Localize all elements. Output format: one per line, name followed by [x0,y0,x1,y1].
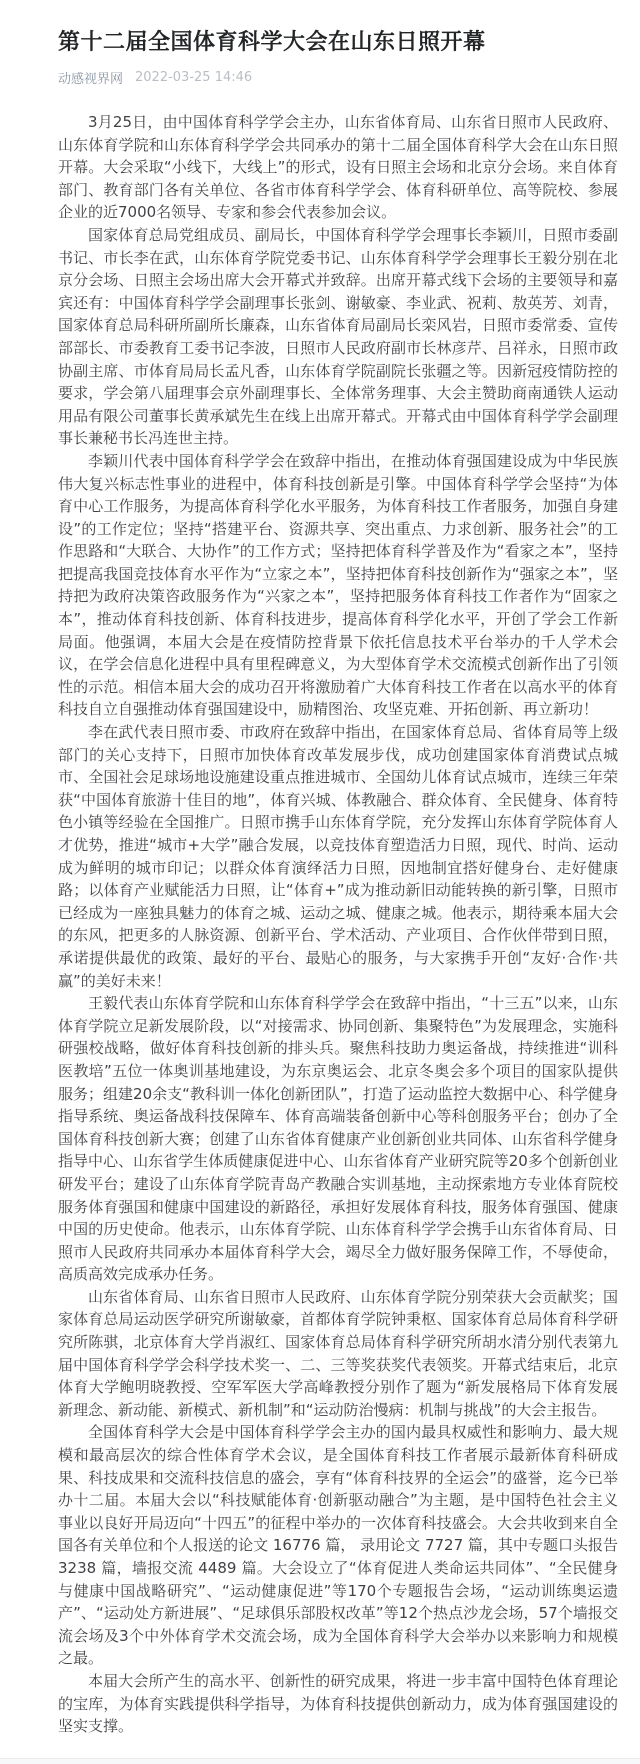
page-title: 第十二届全国体育科学大会在山东日照开幕 [58,30,486,55]
paragraph-awards: 山东省体育局、山东省日照市人民政府、山东体育学院分别荣获大会贡献奖；国家体育总局运动医学研究所谢敏豪，首都体育学院钟秉枢、国家体育总局体育科学研究所陈骐，北京体育大学肖淑红、国家体育总局体育科学研究所胡水清分别代表第九届中国体育科学学会科学技术奖一、二、三等奖获奖代表领奖。开幕式结束后，北京体育大学鲍明晓教授、空军军医大学高峰教授分别作了题为“新发展格局下体育发展新理念、新动能、新模式、新机制”和“运动防治慢病：机制与挑战”的大会主报告。 [58,1287,618,1419]
article-meta [58,68,618,87]
article-source-link[interactable]: 动感视界网 [58,72,124,87]
paragraph-wangyi-speech: 王毅代表山东体育学院和山东体育科学学会在致辞中指出，“十三五”以来，山东体育学院立足新发展阶段，以“对接需求、协同创新、集聚特色”为发展理念，实施科研强校战略，做好体育科技创新的排头兵。聚焦科技助力奥运备战，持续推进“训科医教培”五位一体奥训基地建设，为东京奥运会、北京冬奥会多个项目的国家队提供服务；组建20余支“教科训一体化创新团队”，打造了运动监控大数据中心、科学健身指导系统、奥运备战科技保障车、体育高端装备创新中心等科创服务平台；创办了全国体育科技创新大赛；创建了山东省体育健康产业创新创业共同体、山东省科学健身指导中心、山东省学生体质健康促进中心、山东省体育产业研究院等20多个创新创业研发平台；建设了山东体育学院青岛产教融合实训基地，主动探索地方专业体育院校服务体育强国和健康中国建设的新路径，承担好发展体育科技，服务体育强国、健康中国的历史使命。他表示，山东体育学院、山东体育科学学会携手山东省体育局、日照市人民政府共同承办本届体育科学大会，竭尽全力做好服务保障工作，不辱使命，高质高效完成承办任务。 [58,994,618,1284]
publish-timestamp: 2022-03-25 14:46 [135,70,253,85]
paragraph-intro: 3月25日，由中国体育科学学会主办，山东省体育局、山东省日照市人民政府、山东体育学院和山东体育科学学会共同承办的第十二届全国体育科学大会在山东日照开幕。大会采取“小线下，大线上”的形式，设有日照主会场和北京分会场。来自体育部门、教育部门各有关单位、各省市体育科学学会、体育科研单位、高等院校、参展企业的近7000名领导、专家和参会代表参加会议。 [58,113,618,222]
paragraph-conference-overview: 全国体育科学大会是中国体育科学学会主办的国内最具权威性和影响力、最大规模和最高层次的综合性体育学术会议，是全国体育科技工作者展示最新体育科研成果、科技成果和交流科技信息的盛会，享有“体育科技界的全运会”的盛誉，迄今已举办十二届。本届大会以“科技赋能体育·创新驱动融合”为主题，是中国特色社会主义事业以良好开局迈向“十四五”的征程中举办的一次体育科技盛会。大会共收到来自全国各有关单位和个人报送的论文 16776 篇， 录用论文 7727 篇，其中专题口头报告 3238 篇，墙报交流 4489 篇。大会设立了“体育促进人类命运共同体”、“全民健身与健康中国战略研究”、“运动健康促进”等170个专题报告会场，“运动训练奥运遗产”、“运动处方新进展”、“足球俱乐部股权改革”等12个热点沙龙会场，57个墙报交流会场及3个中外体育学术交流会场，成为全国体育科学大会举办以来影响力和规模之最。 [58,1423,618,1668]
paragraph-conclusion: 本届大会所产生的高水平、创新性的研究成果，将进一步丰富中国特色体育理论的宝库，为体育实践提供科学指导，为体育科技提供创新动力，成为体育强国建设的坚实支撑。 [58,1671,618,1736]
paragraph-lizaiwu-speech: 李在武代表日照市委、市政府在致辞中指出，在国家体育总局、省体育局等上级部门的关心支持下，日照市加快体育改革发展步伐，成功创建国家体育消费试点城市、全国社会足球场地设施建设重点推进城市、全国幼儿体育试点城市，连续三年荣获“中国体育旅游十佳目的地”，体育兴城、体教融合、群众体育、全民健身、体育特色小镇等经验在全国推广。日照市携手山东体育学院，充分发挥山东体育学院体育人才优势，推进“城市+大学”融合发展，以竞技体育塑造活力日照，现代、时尚、运动成为鲜明的城市印记；以群众体育演绎活力日照，因地制宜搭好健身台、走好健康路；以体育产业赋能活力日照，让“体育+”成为推动新旧动能转换的新引擎，日照市已经成为一座独具魅力的体育之城、运动之城、健康之城。他表示，期待乘本届大会的东风，把更多的人脉资源、创新平台、学术活动、产业项目、合作伙伴带到日照，承诺提供最优的政策、最好的平台、最贴心的服务，与大家携手开创“友好·合作·共赢”的美好未来！ [58,723,618,990]
paragraph-attendees: 国家体育总局党组成员、副局长，中国体育科学学会理事长李颖川，日照市委副书记、市长李在武，山东体育学院党委书记、山东体育科学学会理事长王毅分别在北京分会场、日照主会场出席大会开幕式并致辞。出席开幕式线下会场的主要领导和嘉宾还有：中国体育科学学会副理事长张剑、谢敏豪、李业武、祝莉、敖英芳、刘青，国家体育总局科研所副所长廉森，山东省体育局副局长栾风岩，日照市委常委、宣传部部长、市委教育工委书记李波，日照市人民政府副市长林彦芹、吕祥永，日照市政协副主席、市体育局局长孟凡香，山东体育学院副院长张疆之等。因新冠疫情防控的要求，学会第八届理事会京外副理事长、全体常务理事、大会主赞助商南通铁人运动用品有限公司董事长黄承斌先生在线上出席开幕式。开幕式由中国体育科学学会副理事长兼秘书长冯连世主持。 [58,225,618,448]
paragraph-liyingchuan-speech: 李颖川代表中国体育科学学会在致辞中指出，在推动体育强国建设成为中华民族伟大复兴标志性事业的进程中，体育科技创新是引擎。中国体育科学学会坚持“为体育中心工作服务，为提高体育科学化水平服务，为体育科技工作者服务，加强自身建设”的工作定位；坚持“搭建平台、资源共享、突出重点、力求创新、服务社会”的工作思路和“大联合、大协作”的工作方式；坚持把体育科学普及作为“看家之本”，坚持把提高我国竞技体育水平作为“立家之本”，坚持把体育科技创新作为“强家之本”，坚持把为政府决策咨政服务作为“兴家之本”，坚持把服务体育科技工作者作为“固家之本”，推动体育科技创新、体育科技进步，提高体育科学化水平，开创了学会工作新局面。他强调，本届大会是在疫情防控背景下依托信息技术平台举办的千人学术会议，在学会信息化进程中具有里程碑意义，为大型体育学术交流模式创新作出了引领性的示范。相信本届大会的成功召开将激励着广大体育科技工作者在以高水平的体育科技自立自强推动体育强国建设中，励精图治、攻坚克难、开拓创新、再立新功！ [58,451,618,719]
page-bottom-divider [0,1758,640,1764]
article-body [58,111,618,1764]
